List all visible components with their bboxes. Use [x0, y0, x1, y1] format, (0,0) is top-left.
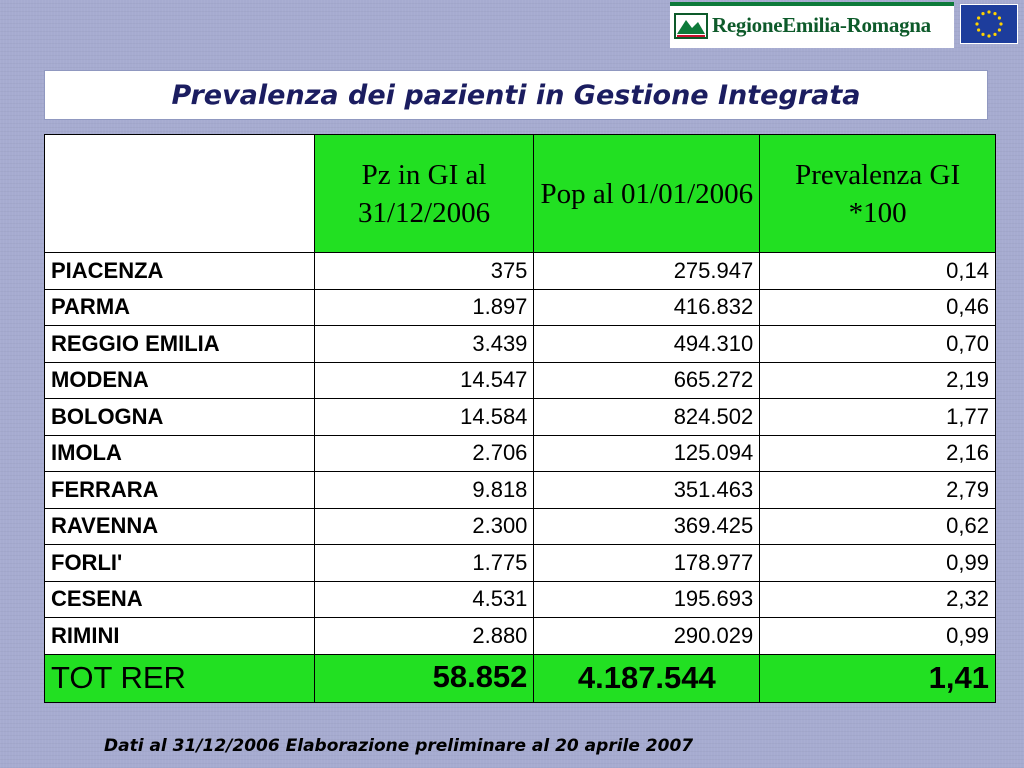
row-pz: 14.584: [314, 399, 534, 436]
row-pz: 9.818: [314, 472, 534, 509]
row-name: PARMA: [45, 289, 315, 326]
header-prevalenza: Prevalenza GI *100: [760, 135, 996, 253]
row-name: PIACENZA: [45, 253, 315, 290]
row-pop: 665.272: [534, 362, 760, 399]
row-name: IMOLA: [45, 435, 315, 472]
row-pop: 290.029: [534, 618, 760, 655]
row-pz: 2.300: [314, 508, 534, 545]
total-pz: 58.852: [314, 654, 534, 702]
header-pz: Pz in GI al 31/12/2006: [314, 135, 534, 253]
total-pop: 4.187.544: [534, 654, 760, 702]
row-name: REGGIO EMILIA: [45, 326, 315, 363]
row-pop: 416.832: [534, 289, 760, 326]
region-emblem-icon: [674, 8, 708, 42]
row-prev: 2,79: [760, 472, 996, 509]
row-pz: 1.775: [314, 545, 534, 582]
row-pop: 195.693: [534, 581, 760, 618]
row-prev: 0,62: [760, 508, 996, 545]
row-pop: 369.425: [534, 508, 760, 545]
row-prev: 0,46: [760, 289, 996, 326]
table-row: [45, 472, 996, 509]
table-row: [45, 289, 996, 326]
row-prev: 2,32: [760, 581, 996, 618]
row-prev: 2,19: [760, 362, 996, 399]
prevalence-table: [44, 134, 996, 703]
row-pop: 824.502: [534, 399, 760, 436]
row-prev: 0,99: [760, 545, 996, 582]
table-row: [45, 399, 996, 436]
row-name: RIMINI: [45, 618, 315, 655]
table-row: [45, 545, 996, 582]
page-title: Prevalenza dei pazienti in Gestione Integrata: [171, 79, 861, 111]
row-prev: 1,77: [760, 399, 996, 436]
eu-flag-icon: [960, 4, 1018, 44]
row-pop: 494.310: [534, 326, 760, 363]
row-name: FORLI': [45, 545, 315, 582]
row-pz: 14.547: [314, 362, 534, 399]
total-prev: 1,41: [760, 654, 996, 702]
logo-bar: [670, 2, 954, 6]
row-name: FERRARA: [45, 472, 315, 509]
table-row: [45, 508, 996, 545]
row-pz: 3.439: [314, 326, 534, 363]
row-name: BOLOGNA: [45, 399, 315, 436]
row-prev: 2,16: [760, 435, 996, 472]
row-pz: 2.880: [314, 618, 534, 655]
row-pop: 351.463: [534, 472, 760, 509]
logo-text: RegioneEmilia-Romagna: [712, 12, 931, 37]
header-pop: Pop al 01/01/2006: [534, 135, 760, 253]
table-row: [45, 581, 996, 618]
row-pz: 375: [314, 253, 534, 290]
row-pop: 275.947: [534, 253, 760, 290]
region-logo: [670, 2, 954, 48]
row-pz: 4.531: [314, 581, 534, 618]
row-pop: 125.094: [534, 435, 760, 472]
header-blank-cell: [45, 135, 315, 253]
table-row: [45, 618, 996, 655]
total-row: [45, 654, 996, 702]
title-box: [44, 70, 988, 120]
table-header-row: [45, 135, 996, 253]
row-name: RAVENNA: [45, 508, 315, 545]
row-pz: 2.706: [314, 435, 534, 472]
table-row: [45, 362, 996, 399]
row-prev: 0,14: [760, 253, 996, 290]
table-row: [45, 253, 996, 290]
table-row: [45, 326, 996, 363]
row-pz: 1.897: [314, 289, 534, 326]
row-prev: 0,99: [760, 618, 996, 655]
table-row: [45, 435, 996, 472]
row-name: CESENA: [45, 581, 315, 618]
row-name: MODENA: [45, 362, 315, 399]
row-pop: 178.977: [534, 545, 760, 582]
row-prev: 0,70: [760, 326, 996, 363]
total-name: TOT RER: [45, 654, 315, 702]
footnote: Dati al 31/12/2006 Elaborazione preliminare al 20 aprile 2007: [104, 736, 694, 756]
